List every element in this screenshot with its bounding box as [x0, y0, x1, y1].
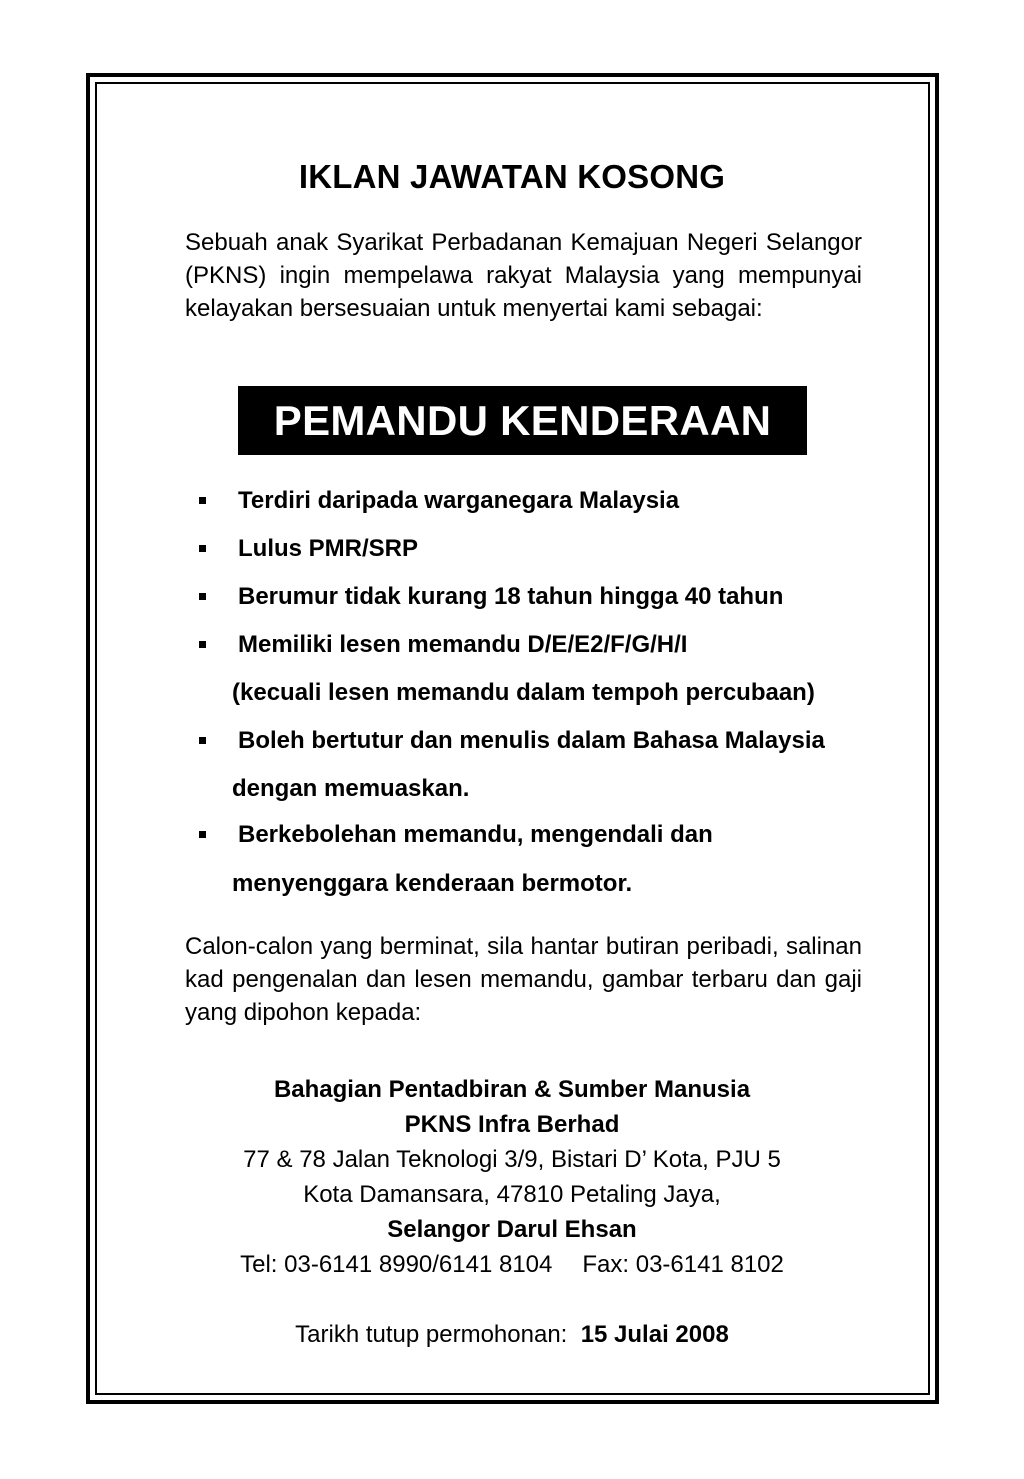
- bullet-icon: [199, 593, 206, 600]
- requirement-item: Boleh bertutur dan menulis dalam Bahasa Malaysia: [238, 727, 825, 754]
- requirement-item: Berkebolehan memandu, mengendali dan: [238, 821, 713, 848]
- requirement-continuation: menyenggara kenderaan bermotor.: [232, 870, 633, 897]
- application-paragraph: Calon-calon yang berminat, sila hantar butiran peribadi, salinan kad pengenalan dan lesen memandu, gambar terbaru dan gaji yang dipohon kepada:: [185, 933, 862, 1026]
- closing-date: 15 Julai 2008: [580, 1321, 729, 1348]
- address-street: 77 & 78 Jalan Teknologi 3/9, Bistari D’ Kota, PJU 5: [243, 1146, 781, 1173]
- bullet-icon: [199, 497, 206, 504]
- address-fax: Fax: 03-6141 8102: [582, 1251, 784, 1278]
- address-tel: Tel: 03-6141 8990/6141 8104: [240, 1251, 553, 1278]
- address-company: PKNS Infra Berhad: [404, 1111, 620, 1138]
- intro-paragraph: Sebuah anak Syarikat Perbadanan Kemajuan Negeri Selangor (PKNS) ingin mempelawa rakyat Malaysia yang mempunyai kelayakan bersesuaian untuk menyertai kami sebagai:: [185, 229, 862, 322]
- requirement-item: Terdiri daripada warganegara Malaysia: [238, 487, 680, 514]
- address-state: Selangor Darul Ehsan: [387, 1216, 637, 1243]
- ad-title: IKLAN JAWATAN KOSONG: [298, 158, 726, 195]
- requirement-item: Lulus PMR/SRP: [238, 535, 419, 562]
- requirement-continuation: (kecuali lesen memandu dalam tempoh percubaan): [232, 679, 815, 706]
- requirement-item: Memiliki lesen memandu D/E/E2/F/G/H/I: [238, 631, 688, 658]
- bullet-icon: [199, 737, 206, 744]
- contact-line: [0, 1251, 1024, 1279]
- bullet-icon: [199, 545, 206, 552]
- position-banner: PEMANDU KENDERAAN: [238, 386, 807, 455]
- closing-label: Tarikh tutup permohonan:: [295, 1321, 568, 1348]
- requirement-continuation: dengan memuaskan.: [232, 775, 470, 802]
- bullet-icon: [199, 831, 206, 838]
- address-city: Kota Damansara, 47810 Petaling Jaya,: [303, 1181, 721, 1208]
- requirement-item: Berumur tidak kurang 18 tahun hingga 40 tahun: [238, 583, 784, 610]
- address-department: Bahagian Pentadbiran & Sumber Manusia: [273, 1076, 751, 1103]
- closing-line: [0, 1321, 1024, 1349]
- bullet-icon: [199, 641, 206, 648]
